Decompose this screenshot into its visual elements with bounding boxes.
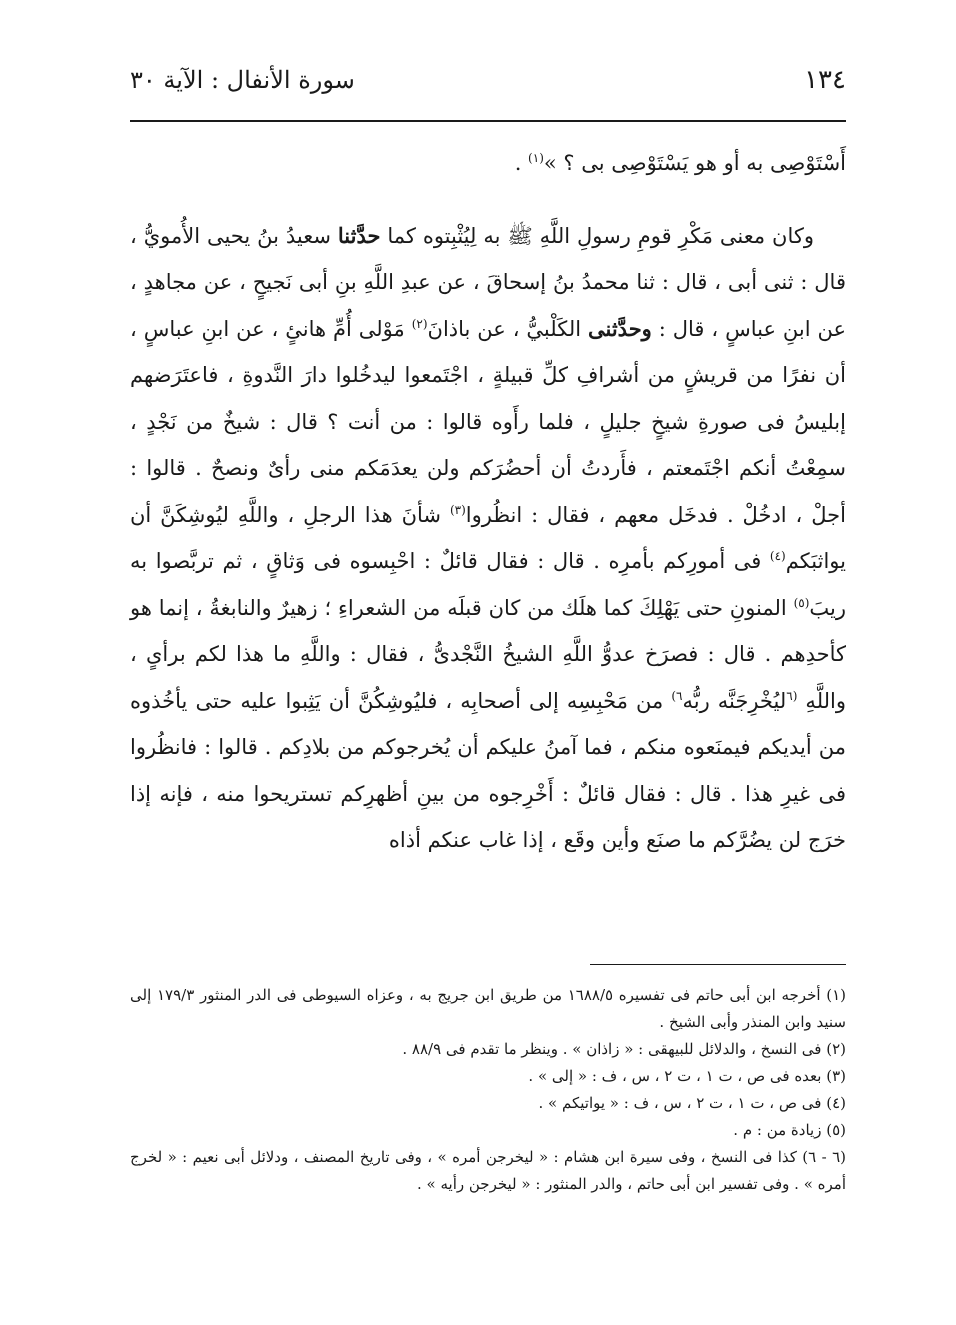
opening-line: أَسْتَوْصِى به أو هو يَسْتَوْصِى بى ؟ »$^{(١)}$ .: [514, 151, 846, 175]
text-part-f: فى أمورِكم بأمرِه . قال : فقال قائلٌ : احْبِسوه فى وَثاقٍ ، ثم تربَّصوا به ريبَ: [130, 549, 846, 620]
text-part-c: الكَلْبيُّ ، عن باذانَ: [427, 316, 588, 341]
text-part-g: المنونِ حتى يَهْلِكَ كما هلَك من كان قبلَه من الشعراءِ ؛ زهيرٌ والنابغةُ ، إنما هو كأحدِهم . قال : فصرَخ عدوُّ اللَّهِ الشيخُ النَّجْدىُّ ، فقال : واللَّهِ ما هذا لكم برأىٍ ، واللَّهِ: [130, 595, 847, 713]
header-rule: [130, 120, 846, 122]
footnote-ref-2: (٢): [411, 316, 428, 331]
footnote-ref-4: (٤): [769, 549, 786, 563]
footnote-ref-6b: ٦): [671, 688, 683, 703]
text-part-h: ليُخْرِجَنَّه ربُّه: [682, 688, 787, 713]
footnotes: [130, 982, 846, 1198]
main-paragraph: [130, 213, 846, 864]
footnote-ref-3: (٣): [449, 502, 466, 517]
text-part-e: شأنَ هذا الرجلِ ، واللَّهِ ليُوشِكَنَّ أن يواثبَكم: [130, 502, 846, 573]
footnote-3: (٣) بعده فى ص ، ت ١ ، ت ٢ ، س ، ف : « إلى » .: [528, 1067, 846, 1085]
footnote-ref-6a: (٦: [786, 688, 798, 703]
main-text: [130, 140, 846, 864]
footnote-1: (١) أخرجه ابن أبى حاتم فى تفسيره ١٦٨٨/٥ من طريق ابن جريج به ، وعزاه السيوطى فى الدر المنثور ١٧٩/٣ إلى سنيد وابن المنذر وأبى الشيخ .: [130, 986, 847, 1031]
running-title: سورة الأنفال : الآية ٣٠: [130, 66, 355, 94]
footnote-rule: [590, 964, 846, 965]
footnote-4: (٤) فى ص ، ت ١ ، ت ٢ ، س ، ف : « يواتيكم » .: [538, 1094, 846, 1112]
footnote-5: (٥) زيادة من : م .: [733, 1121, 846, 1139]
page-number: ١٣٤: [804, 65, 846, 95]
footnote-ref-1: (١): [528, 151, 544, 165]
opening-text: أَسْتَوْصِى به أو هو يَسْتَوْصِى بى ؟ »: [543, 151, 846, 175]
narration-term-1: حدَّثنا: [337, 222, 381, 248]
text-part-i: من مَحْبِسِه إلى أصحابِه ، فليُوشِكُنَّ أن يَثِبوا عليه حتى يأخُذوه من أيديكم فيمنَعوه منكم ، فما آمنُ عليكم أن يُخرجوكم من بلادِكم . قالوا : فانظُروا فى غيرِ هذا . قال : فقال قائلٌ : أَخْرِجوه من بينِ أظهرِكم تستريحوا منه ، فإنه إذا خرَج لن يضُرَّكم ما صنَع وأين وقَع ، إذا غاب عنكم أذاه: [130, 688, 846, 852]
text-part-d: مَوْلى أُمِّ هانئٍ ، عن ابنِ عباسٍ ، أن نفرًا من قريشٍ من أشرافِ كلِّ قبيلةٍ ، اجْتَمعوا ليدخُلوا دارَ النَّدوةِ ، فاعتَرَضهم إبليسُ فى صورةِ شيخٍ جليلٍ ، فلما رأَوه قالوا : من أنت ؟ قال : شيخٌ من نَجْدٍ ، سمِعْتُ أنكم اجْتَمعتم ، فأَردتُ أن أحضُرَكم ولن يعدَمَكم منى رأىٌ ونصحٌ . قالوا : أجلْ ، ادخُلْ . فدخَل معهم ، فقال : انظُروا: [130, 316, 846, 527]
footnote-6: (٦ - ٦) كذا فى النسخ ، وفى سيرة ابن هشام : « ليخرجن أمره » ، وفى تاريخ المصنف ، ودلائل أبى نعيم : « لخرج أمره » . وفى تفسير ابن أبى حاتم ، والدر المنثور : « ليخرجن رأيه » .: [130, 1148, 846, 1193]
footnote-ref-5: (٥): [793, 595, 810, 610]
page-header: [130, 58, 846, 102]
text-part-a: وكان معنى مَكْرِ قومِ رسولِ اللَّهِ ﷺ به لِيُثْبِتوه كما: [380, 223, 814, 248]
text-part-b: سعيدُ بنُ يحيى الأُمويُّ ، قال : ثنى أبى ، قال : ثنا محمدُ بنُ إسحاقَ ، عن عبدِ اللَّهِ بنِ أبى نَجيحٍ ، عن مجاهدٍ ، عن ابنِ عباسٍ ، قال :: [130, 223, 846, 341]
narration-term-2: وحدَّثنى: [587, 315, 652, 341]
footnote-2: (٢) فى النسخ ، والدلائل للبيهقى : « زاذان » . وينظر ما تقدم فى ٨٨/٩ .: [402, 1040, 846, 1058]
